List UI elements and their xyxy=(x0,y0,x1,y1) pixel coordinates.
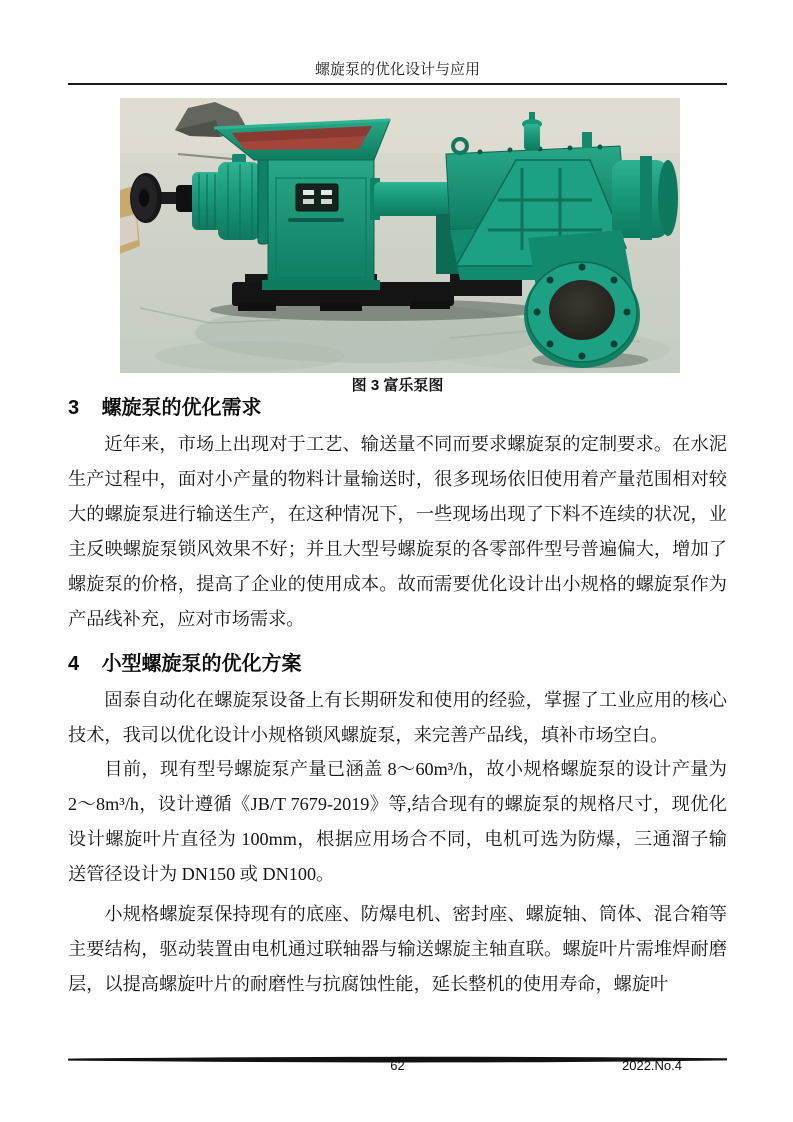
end-cap xyxy=(612,156,678,240)
section-4-title: 小型螺旋泵的优化方案 xyxy=(101,653,302,675)
section-3-paragraph-1: 近年来，市场上出现对于工艺、输送量不同而要求螺旋泵的定制要求。在水泥生产过程中，面对小产量的物料计量输送时，很多现场依旧使用着产量范围相对较大的螺旋泵进行输送生产，在这种情况下，一些现场出现了下料不连续的状况，业主反映螺旋泵锁风效果不好；并且大型号螺旋泵的各零部件型号普遍偏大，增加了螺旋泵的价格，提高了企业的使用成本。故而需要优化设计出小规格的螺旋泵作为产品线补充，应对市场需求。 xyxy=(68,434,727,629)
section-3-number: 3 xyxy=(68,397,80,419)
section-4-number: 4 xyxy=(68,653,80,675)
running-head xyxy=(68,58,727,79)
figure-caption: 图 3 富乐泵图 xyxy=(351,377,444,394)
figure-photo xyxy=(120,98,680,373)
section-3-title: 螺旋泵的优化需求 xyxy=(101,397,262,419)
section-3-heading xyxy=(68,393,727,423)
page-number: 62 xyxy=(390,1058,405,1073)
running-head-title: 螺旋泵的优化设计与应用 xyxy=(314,62,480,78)
header-rule xyxy=(68,83,727,85)
section-4-paragraph-1: 固泰自动化在螺旋泵设备上有长期研发和使用的经验，掌握了工业应用的核心技术，我司以优化设计小规格锁风螺旋泵，来完善产品线，填补市场空白。 xyxy=(68,690,727,745)
pump-photo-illustration xyxy=(120,98,680,373)
section-4-paragraph-2: 目前，现有型号螺旋泵产量已涵盖 8～60m³/h，故小规格螺旋泵的设计产量为 2～8m³/h，设计遵循《JB/T 7679-2019》等,结合现有的螺旋泵的规格尺寸，现优化设计螺旋叶片直径为 100mm，根据应用场合不同，电机可选为防爆，三通溜子输送管径设计为 DN150 或 DN100。 xyxy=(68,759,727,884)
journal-issue: 2022.No.4 xyxy=(622,1058,682,1073)
section-4-paragraph-3: 小规格螺旋泵保持现有的底座、防爆电机、密封座、螺旋轴、筒体、混合箱等主要结构，驱动装置由电机通过联轴器与输送螺旋主轴直联。螺旋叶片需堆焊耐磨层，以提高螺旋叶片的耐磨性与抗腐蚀性能，延长整机的使用寿命，螺旋叶 xyxy=(68,904,727,994)
nameplate xyxy=(296,184,338,211)
section-4-heading xyxy=(68,649,727,679)
mixing-box xyxy=(262,160,380,290)
